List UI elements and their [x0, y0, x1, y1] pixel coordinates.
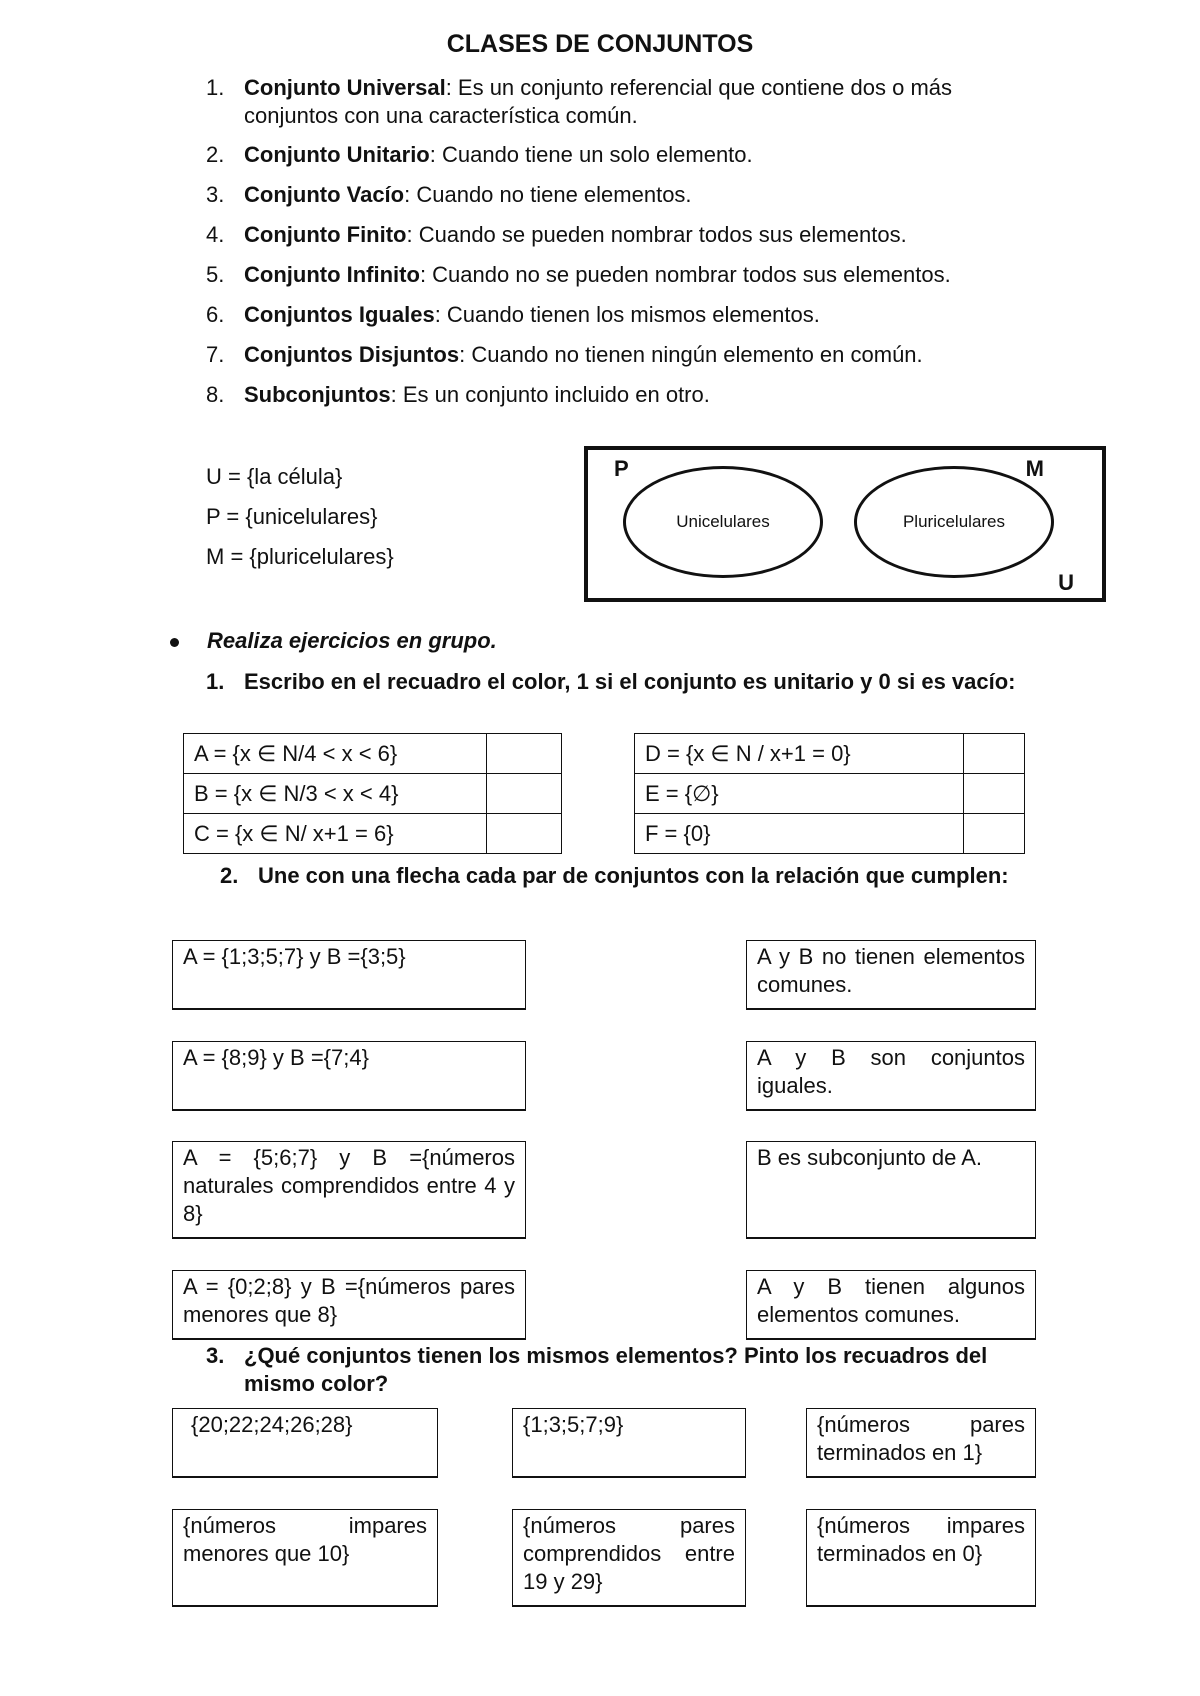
venn-set-label: Pluricelulares: [902, 512, 1006, 531]
table-row: [184, 814, 562, 854]
question-1: [206, 668, 1036, 696]
venn-label-u: U: [1058, 570, 1074, 595]
definition-item: [206, 141, 1036, 169]
question-text: Une con una flecha cada par de conjuntos con la relación que cumplen:: [258, 863, 1009, 888]
definition-item: [206, 261, 1036, 289]
definition-text: : Cuando tienen los mismos elementos.: [434, 302, 820, 327]
relation-right-box[interactable]: A y B no tienen elementos comunes.: [746, 940, 1036, 1010]
relation-right-box[interactable]: B es subconjunto de A.: [746, 1141, 1036, 1239]
answer-box[interactable]: [487, 814, 562, 854]
page-title: CLASES DE CONJUNTOS: [446, 30, 754, 58]
relation-right-box[interactable]: A y B tienen algunos elementos comunes.: [746, 1270, 1036, 1340]
definition-term: Conjunto Finito: [244, 222, 407, 247]
definition-number: 8.: [206, 382, 225, 407]
definition-term: Conjunto Unitario: [244, 142, 430, 167]
question-number: 2.: [220, 863, 239, 888]
set-color-box[interactable]: {20;22;24;26;28}: [172, 1408, 438, 1478]
table-row: [635, 734, 1025, 774]
exercise-heading-text: Realiza ejercicios en grupo.: [207, 628, 497, 653]
set-cell: F = {0}: [635, 814, 964, 854]
venn-set-unicelulares: [623, 466, 823, 578]
question-2: [220, 862, 1036, 890]
definition-number: 1.: [206, 75, 225, 100]
question-number: 3.: [206, 1343, 225, 1368]
relation-right-box[interactable]: A y B son conjuntos iguales.: [746, 1041, 1036, 1111]
relation-left-box[interactable]: A = {0;2;8} y B ={números pares menores que 8}: [172, 1270, 526, 1340]
set-cell: A = {x ∈ N/4 < x < 6}: [184, 734, 487, 774]
definition-item: [206, 301, 1036, 329]
set-definition-m: M = {pluricelulares}: [206, 544, 394, 569]
set-definition-p: P = {unicelulares}: [206, 504, 378, 529]
definition-term: Conjuntos Disjuntos: [244, 342, 460, 367]
definition-item: [206, 74, 1036, 130]
exercise-heading: [170, 628, 497, 654]
bullet-icon: [170, 638, 179, 647]
definition-text: : Cuando no tiene elementos.: [404, 182, 692, 207]
definition-item: [206, 221, 1036, 249]
venn-label-m: M: [1025, 456, 1044, 481]
venn-set-pluricelulares: [854, 466, 1054, 578]
set-cell: E = {∅}: [635, 774, 964, 814]
definition-number: 6.: [206, 302, 225, 327]
definition-term: Conjunto Infinito: [244, 262, 420, 287]
definition-number: 5.: [206, 262, 225, 287]
answer-box[interactable]: [487, 774, 562, 814]
definition-text: : Es un conjunto referencial que contiene dos o más conjuntos con una característica común.: [244, 75, 952, 128]
definition-text: : Cuando no se pueden nombrar todos sus elementos.: [419, 262, 951, 287]
definition-text: : Es un conjunto incluido en otro.: [390, 382, 710, 407]
definition-item: [206, 181, 1036, 209]
table-row: [184, 774, 562, 814]
set-color-box[interactable]: {números pares comprendidos entre 19 y 29}: [512, 1509, 746, 1607]
definition-text: : Cuando se pueden nombrar todos sus elementos.: [406, 222, 907, 247]
definition-number: 7.: [206, 342, 225, 367]
definition-number: 2.: [206, 142, 225, 167]
answer-box[interactable]: [487, 734, 562, 774]
set-cell: B = {x ∈ N/3 < x < 4}: [184, 774, 487, 814]
definition-term: Conjuntos Iguales: [244, 302, 435, 327]
answer-box[interactable]: [964, 734, 1025, 774]
venn-label-p: P: [614, 456, 629, 481]
relation-left-box[interactable]: A = {5;6;7} y B ={números naturales comprendidos entre 4 y 8}: [172, 1141, 526, 1239]
relation-left-box[interactable]: A = {8;9} y B ={7;4}: [172, 1041, 526, 1111]
definition-number: 4.: [206, 222, 225, 247]
definition-number: 3.: [206, 182, 225, 207]
definition-item: [206, 381, 1036, 409]
definition-text: : Cuando no tienen ningún elemento en común.: [459, 342, 923, 367]
set-color-box[interactable]: {números impares terminados en 0}: [806, 1509, 1036, 1607]
relation-left-box[interactable]: A = {1;3;5;7} y B ={3;5}: [172, 940, 526, 1010]
set-table-left: [183, 733, 562, 854]
answer-box[interactable]: [964, 814, 1025, 854]
table-row: [184, 734, 562, 774]
definition-term: Conjunto Vacío: [244, 182, 405, 207]
table-row: [635, 814, 1025, 854]
question-number: 1.: [206, 669, 225, 694]
definition-term: Subconjuntos: [244, 382, 391, 407]
table-row: [635, 774, 1025, 814]
question-3: [206, 1342, 1036, 1398]
set-definition-u: U = {la célula}: [206, 464, 343, 489]
venn-set-label: Unicelulares: [676, 512, 770, 531]
question-text: Escribo en el recuadro el color, 1 si el conjunto es unitario y 0 si es vacío:: [244, 669, 1016, 694]
set-table-right: [634, 733, 1025, 854]
set-cell: D = {x ∈ N / x+1 = 0}: [635, 734, 964, 774]
definition-term: Conjunto Universal: [244, 75, 446, 100]
definition-text: : Cuando tiene un solo elemento.: [429, 142, 753, 167]
venn-diagram: [584, 446, 1106, 602]
set-color-box[interactable]: {números impares menores que 10}: [172, 1509, 438, 1607]
set-cell: C = {x ∈ N/ x+1 = 6}: [184, 814, 487, 854]
question-text: ¿Qué conjuntos tienen los mismos elementos? Pinto los recuadros del mismo color?: [244, 1343, 988, 1396]
answer-box[interactable]: [964, 774, 1025, 814]
set-color-box[interactable]: {números pares terminados en 1}: [806, 1408, 1036, 1478]
set-color-box[interactable]: {1;3;5;7;9}: [512, 1408, 746, 1478]
definition-item: [206, 341, 1036, 369]
